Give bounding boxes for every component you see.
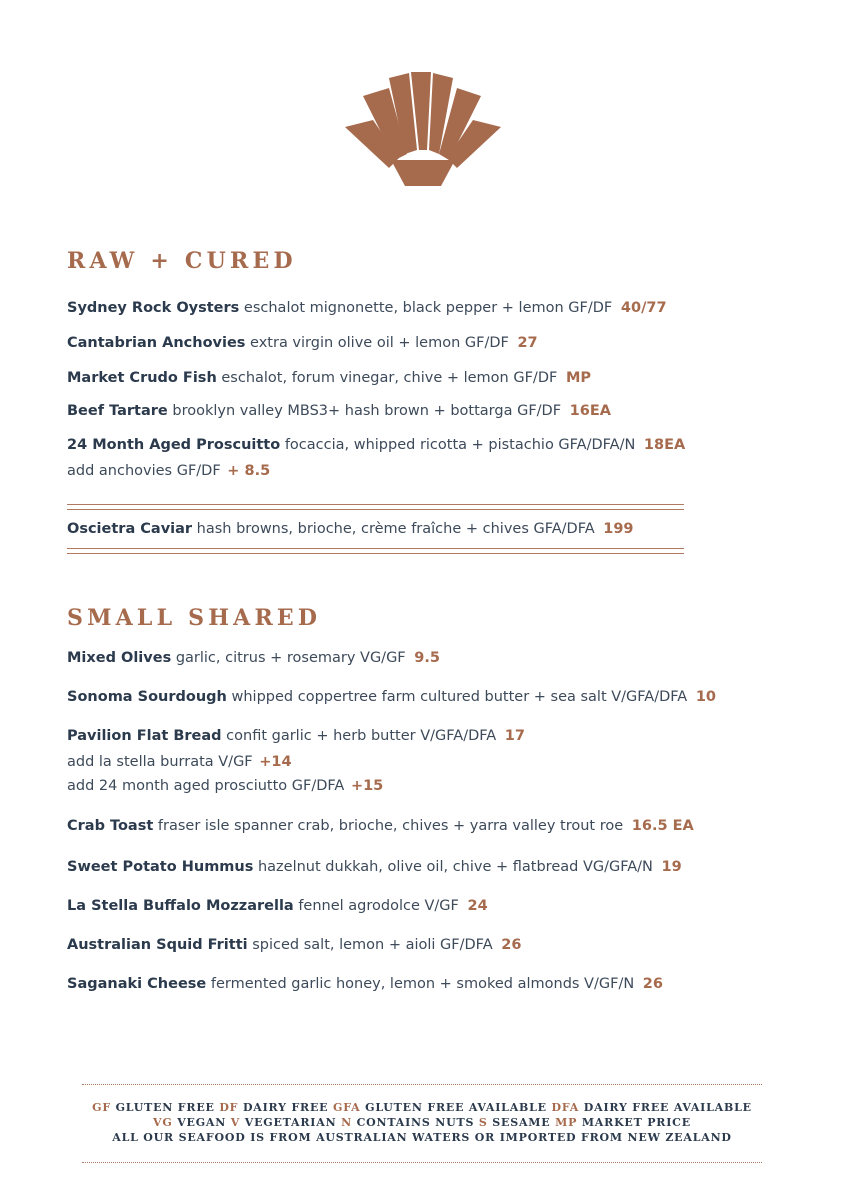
dotted-divider: [82, 1084, 762, 1085]
double-divider: [67, 548, 684, 554]
legend-code: GF: [92, 1101, 111, 1114]
item-description: brooklyn valley MBS3+ hash brown + bottarga GF/DF: [172, 403, 562, 419]
item-description: eschalot mignonette, black pepper + lemon GF/DF: [243, 300, 613, 316]
item-name: Sweet Potato Hummus: [67, 859, 254, 875]
scallop-shell-icon: [341, 70, 505, 188]
addon-price: +14: [259, 754, 292, 770]
item-price: 10: [695, 689, 716, 705]
dietary-legend: [82, 1100, 762, 1145]
legend-label: MARKET PRICE: [581, 1116, 691, 1129]
addon-text: add 24 month aged prosciutto GF/DFA: [67, 778, 345, 794]
legend-line: [82, 1100, 762, 1115]
item-addon: [67, 776, 383, 796]
menu-item: [67, 935, 521, 955]
item-name: 24 Month Aged Proscuitto: [67, 437, 281, 453]
item-name: Beef Tartare: [67, 403, 168, 419]
item-name: Sonoma Sourdough: [67, 689, 227, 705]
double-divider: [67, 504, 684, 510]
item-name: Sydney Rock Oysters: [67, 300, 240, 316]
legend-code: GFA: [333, 1101, 361, 1114]
item-addon: [67, 461, 270, 481]
item-name: La Stella Buffalo Mozzarella: [67, 898, 294, 914]
legend-label: DAIRY FREE: [242, 1101, 329, 1114]
item-price: 9.5: [414, 650, 440, 666]
legend-code: DFA: [551, 1101, 580, 1114]
menu-item: [67, 896, 488, 916]
legend-code: MP: [555, 1116, 578, 1129]
addon-text: add anchovies GF/DF: [67, 463, 221, 479]
menu-item: [67, 687, 716, 707]
item-price: 27: [517, 335, 538, 351]
item-description: fermented garlic honey, lemon + smoked almonds V/GF/N: [210, 976, 635, 992]
legend-label: CONTAINS NUTS: [356, 1116, 475, 1129]
menu-item: [67, 726, 525, 746]
item-description: extra virgin olive oil + lemon GF/DF: [250, 335, 509, 351]
item-description: fennel agrodolce V/GF: [298, 898, 459, 914]
item-name: Australian Squid Fritti: [67, 937, 248, 953]
addon-price: + 8.5: [227, 463, 271, 479]
menu-item: [67, 857, 682, 877]
item-price: 26: [642, 976, 663, 992]
legend-code: DF: [219, 1101, 239, 1114]
menu-item: [67, 368, 591, 388]
item-price: 18EA: [643, 437, 686, 453]
menu-item: [67, 333, 538, 353]
legend-line: [82, 1115, 762, 1130]
dotted-divider: [82, 1162, 762, 1163]
item-name: Cantabrian Anchovies: [67, 335, 246, 351]
menu-item: [67, 435, 685, 455]
legend-code: S: [478, 1116, 488, 1129]
item-price: MP: [565, 370, 591, 386]
item-description: hazelnut dukkah, olive oil, chive + flatbread VG/GFA/N: [257, 859, 653, 875]
item-description: focaccia, whipped ricotta + pistachio GFA/DFA/N: [284, 437, 636, 453]
item-name: Saganaki Cheese: [67, 976, 207, 992]
legend-label: SESAME: [492, 1116, 551, 1129]
item-description: confit garlic + herb butter V/GFA/DFA: [226, 728, 497, 744]
item-description: garlic, citrus + rosemary VG/GF: [175, 650, 406, 666]
item-name: Crab Toast: [67, 818, 154, 834]
menu-item: [67, 401, 611, 421]
legend-label: VEGAN: [177, 1116, 227, 1129]
addon-text: add la stella burrata V/GF: [67, 754, 253, 770]
legend-label: DAIRY FREE AVAILABLE: [583, 1101, 752, 1114]
item-description: spiced salt, lemon + aioli GF/DFA: [252, 937, 493, 953]
item-description: hash browns, brioche, crème fraîche + chives GFA/DFA: [196, 521, 595, 537]
legend-code: V: [230, 1116, 241, 1129]
seafood-note: ALL OUR SEAFOOD IS FROM AUSTRALIAN WATERS OR IMPORTED FROM NEW ZEALAND: [112, 1131, 732, 1144]
item-price: 199: [603, 521, 634, 537]
legend-label: GLUTEN FREE AVAILABLE: [365, 1101, 547, 1114]
legend-label: GLUTEN FREE: [115, 1101, 215, 1114]
legend-code: VG: [153, 1116, 173, 1129]
item-description: eschalot, forum vinegar, chive + lemon GF/DF: [221, 370, 558, 386]
section-title-small-shared: SMALL SHARED: [67, 605, 322, 631]
addon-price: +15: [350, 778, 384, 794]
item-name: Pavilion Flat Bread: [67, 728, 222, 744]
item-price: 40/77: [620, 300, 667, 316]
item-description: fraser isle spanner crab, brioche, chives + yarra valley trout roe: [157, 818, 624, 834]
section-title-raw-cured: RAW + CURED: [67, 248, 297, 274]
item-name: Oscietra Caviar: [67, 521, 193, 537]
item-price: 16.5 EA: [631, 818, 694, 834]
menu-item: [67, 816, 694, 836]
item-price: 16EA: [569, 403, 611, 419]
item-description: whipped coppertree farm cultured butter + sea salt V/GFA/DFA: [231, 689, 688, 705]
item-price: 24: [467, 898, 488, 914]
item-price: 19: [661, 859, 682, 875]
item-price: 17: [504, 728, 525, 744]
item-name: Market Crudo Fish: [67, 370, 217, 386]
legend-code: N: [341, 1116, 352, 1129]
menu-item: [67, 974, 663, 994]
legend-label: VEGETARIAN: [244, 1116, 337, 1129]
menu-item: [67, 298, 667, 318]
item-addon: [67, 752, 292, 772]
menu-item: [67, 648, 440, 668]
item-name: Mixed Olives: [67, 650, 172, 666]
item-price: 26: [501, 937, 522, 953]
menu-item-caviar: [67, 519, 634, 539]
